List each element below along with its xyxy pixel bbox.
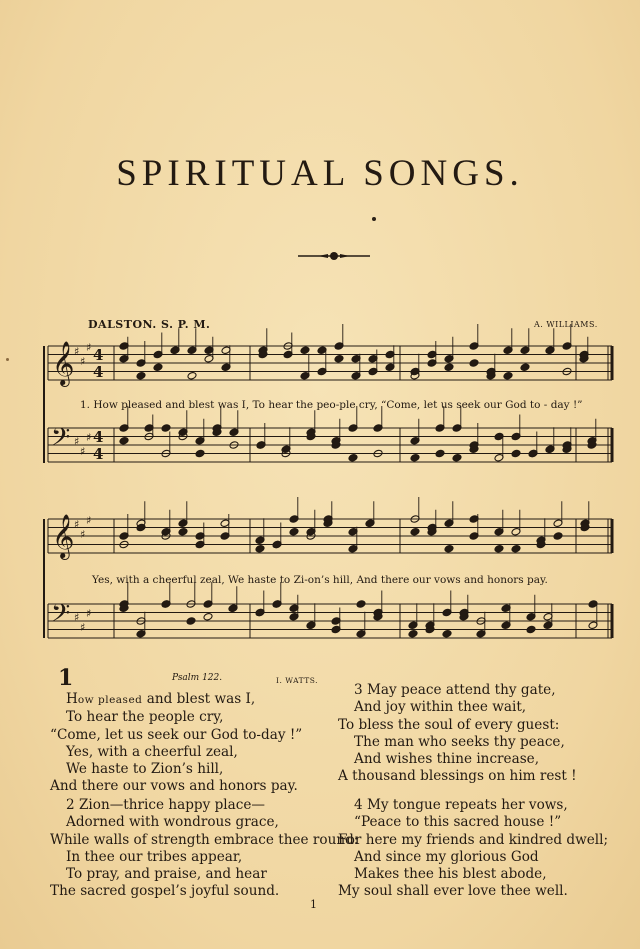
composer-name: A. WILLIAMS.	[534, 320, 598, 329]
stanza-line: To pray, and praise, and hear	[66, 866, 267, 883]
note-head	[410, 453, 420, 462]
stanza-2	[50, 797, 358, 901]
note-head	[408, 629, 418, 638]
note-head	[334, 354, 344, 363]
stanza-4	[338, 797, 608, 901]
treble-clef: 𝄞	[52, 341, 75, 385]
stanza-1	[50, 691, 302, 796]
note-head	[435, 449, 445, 458]
stanza-line: A thousand blessings on him rest !	[338, 768, 577, 785]
stanza-line: And joy within thee wait,	[354, 699, 527, 716]
time-signature: 4	[93, 346, 104, 364]
stanza-line: The sacred gospel’s joyful sound.	[50, 883, 280, 900]
note-head	[444, 363, 454, 372]
sharp-sign: ♯	[86, 341, 92, 354]
note-head	[300, 346, 310, 355]
note-head	[256, 441, 266, 450]
sharp-sign: ♯	[80, 355, 86, 368]
note-head	[545, 445, 555, 454]
note-head	[170, 346, 180, 355]
note-head	[520, 363, 530, 372]
note-head	[153, 363, 163, 372]
time-signature: 4	[93, 445, 104, 463]
sharp-sign: ♯	[86, 431, 92, 444]
note-head	[356, 600, 366, 609]
stanza-line: 4 My tongue repeats her vows,	[354, 797, 568, 813]
note-head	[306, 621, 316, 630]
stanza-line: “Peace to this sacred house !”	[354, 814, 562, 831]
note-head	[494, 544, 504, 553]
sharp-sign: ♯	[86, 514, 92, 527]
page-title: SPIRITUAL SONGS.	[116, 153, 524, 194]
hymn-number: 1	[58, 665, 74, 691]
note-head	[228, 604, 238, 613]
sharp-sign: ♯	[80, 528, 86, 541]
sharp-sign: ♯	[86, 607, 92, 620]
page-number: 1	[310, 898, 317, 911]
note-head	[528, 449, 538, 458]
stanza-line: And since my glorious God	[354, 848, 539, 865]
lyric-line-1: 1. How pleased and blest was I, To hear the peo-ple cry, “Come, let us seek our God to - day !”	[80, 399, 583, 411]
sharp-sign: ♯	[74, 611, 80, 624]
note-head	[511, 449, 521, 458]
note-head	[410, 527, 420, 536]
note-head	[136, 371, 146, 380]
note-head	[526, 625, 536, 634]
stanza-line: My soul shall ever love thee well.	[338, 883, 568, 900]
sharp-sign: ♯	[74, 435, 80, 448]
bass-clef: 𝄢	[51, 599, 71, 634]
stanza-line: 2 Zion—thrice happy place—	[66, 797, 266, 813]
note-head	[442, 629, 452, 638]
sharp-sign: ♯	[80, 445, 86, 458]
note-head	[469, 359, 479, 368]
treble-clef: 𝄞	[52, 514, 75, 558]
note-head	[187, 371, 197, 380]
stanza-line: The man who seeks thy peace,	[354, 733, 565, 750]
stanza-line: In thee our tribes appear,	[66, 848, 243, 865]
stanza-line: To bless the soul of every guest:	[338, 716, 560, 733]
time-signature: 4	[93, 428, 104, 446]
note-head	[255, 608, 265, 617]
hymn-author: I. WATTS.	[276, 676, 318, 685]
note-head	[255, 544, 265, 553]
stanza-3	[338, 682, 577, 786]
stanza-line: For here my friends and kindred dwell;	[338, 831, 609, 848]
note-head	[553, 532, 563, 541]
note-head	[272, 540, 282, 549]
note-head	[178, 527, 188, 536]
stanza-line: “Come, let us seek our God to-day !”	[50, 726, 303, 743]
note-head	[452, 453, 462, 462]
note-head	[348, 453, 358, 462]
stanza-line: And there our vows and honors pay.	[50, 778, 298, 795]
stanza-line: Adorned with wondrous grace,	[66, 814, 279, 831]
psalm-reference: Psalm 122.	[172, 673, 223, 683]
stanza-initial: H	[66, 691, 78, 707]
note-head	[161, 600, 171, 609]
stanza-small-caps: ow pleased	[77, 694, 143, 706]
note-head	[289, 527, 299, 536]
sharp-sign: ♯	[80, 621, 86, 634]
time-signature: 4	[93, 363, 104, 381]
stanza-line: Yes, with a cheerful zeal,	[66, 743, 238, 760]
note-head	[119, 436, 129, 445]
lyric-line-2: Yes, with a cheerful zeal, We haste to Zi-on’s hill, And there our vows and honors pay.	[92, 574, 548, 586]
note-head	[195, 449, 205, 458]
stanza-line: While walls of strength embrace thee round:	[50, 831, 359, 848]
sharp-sign: ♯	[74, 345, 80, 358]
tune-name: DALSTON. S. P. M.	[88, 318, 211, 331]
stanza-line: And wishes thine increase,	[354, 751, 540, 768]
bass-clef: 𝄢	[51, 423, 71, 458]
note-head	[545, 346, 555, 355]
note-head	[444, 544, 454, 553]
sharp-sign: ♯	[74, 518, 80, 531]
stanza-line: We haste to Zion’s hill,	[66, 761, 224, 778]
note-head	[503, 371, 513, 380]
stanza-line	[50, 691, 302, 709]
stanza-line: 3 May peace attend thy gate,	[354, 682, 556, 698]
stanza-line-rest: and blest was I,	[142, 691, 256, 707]
note-head	[203, 612, 213, 621]
note-head	[161, 424, 171, 433]
note-head	[186, 617, 196, 626]
note-head	[365, 519, 375, 528]
stanza-line: To hear the people cry,	[66, 709, 224, 726]
note-head	[511, 544, 521, 553]
stanza-line: Makes thee his blest abode,	[354, 866, 547, 883]
